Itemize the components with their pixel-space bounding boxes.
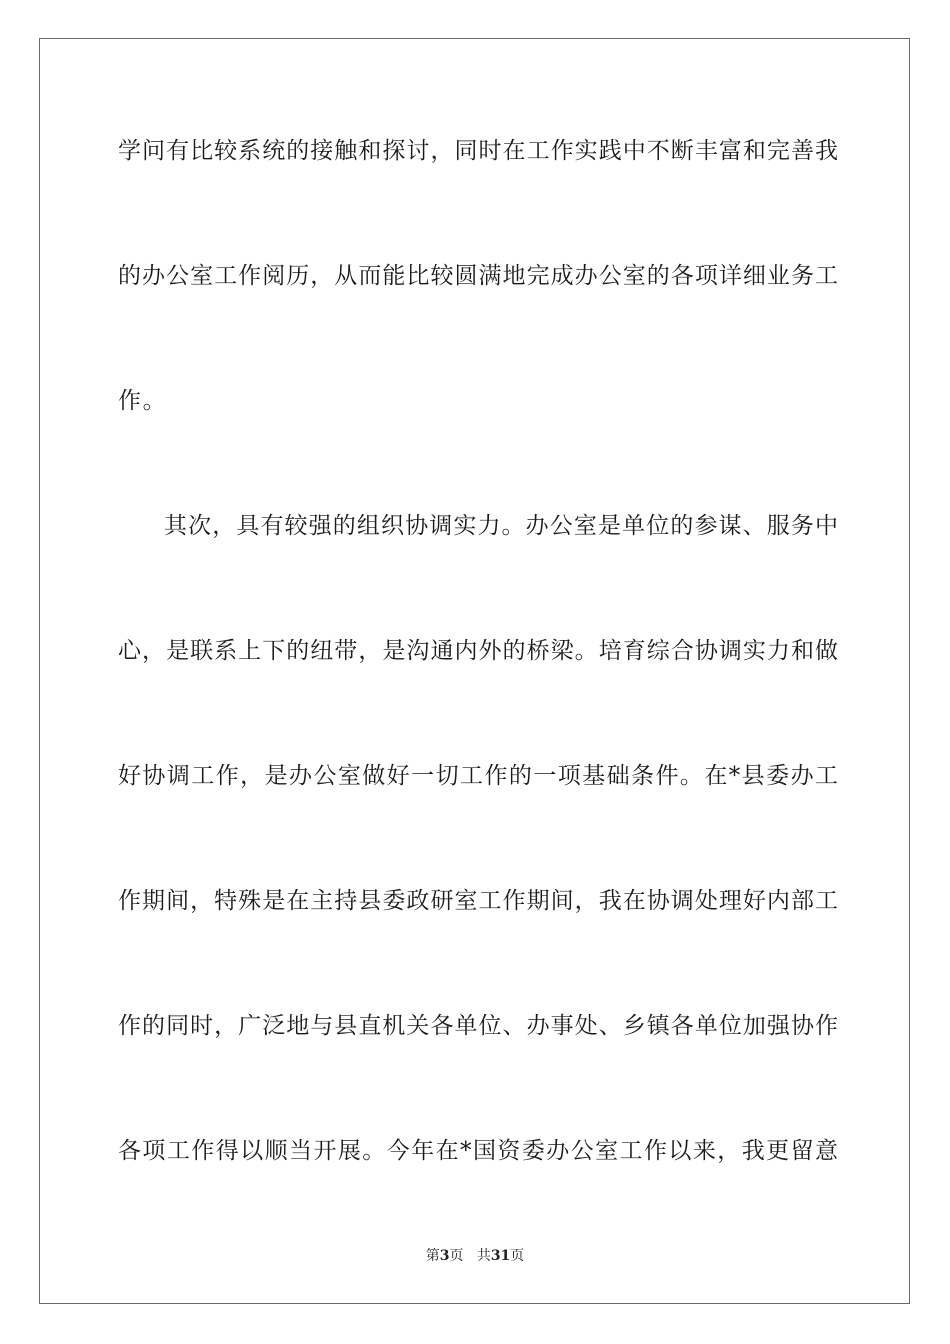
page-footer: [0, 1247, 950, 1265]
total-pages: 31: [490, 1248, 511, 1264]
total-pages-indicator: [477, 1248, 524, 1264]
page-border: [39, 38, 910, 1304]
text-line: 的办公室工作阅历，从而能比较圆满地完成办公室的各项详细业务工: [118, 263, 838, 289]
paragraph-first-line: 其次，具有较强的组织协调实力。办公室是单位的参谋、服务中: [164, 513, 838, 539]
text-line: 学问有比较系统的接触和探讨，同时在工作实践中不断丰富和完善我: [118, 138, 838, 164]
page-indicator: [426, 1248, 464, 1264]
page-suffix: 页: [449, 1248, 464, 1264]
text-line: 作。: [118, 388, 168, 414]
text-line: 各项工作得以顺当开展。今年在*国资委办公室工作以来，我更留意: [118, 1138, 838, 1164]
text-line: 好协调工作，是办公室做好一切工作的一项基础条件。在*县委办工: [118, 763, 838, 789]
text-line: 作的同时，广泛地与县直机关各单位、办事处、乡镇各单位加强协作: [118, 1013, 838, 1039]
total-suffix: 页: [510, 1248, 525, 1264]
text-line: 心，是联系上下的纽带，是沟通内外的桥梁。培育综合协调实力和做: [118, 638, 838, 664]
page-number: 3: [439, 1248, 450, 1264]
text-line: 作期间，特殊是在主持县委政研室工作期间，我在协调处理好内部工: [118, 888, 838, 914]
page-prefix: 第: [425, 1248, 440, 1264]
total-prefix: 共: [476, 1248, 491, 1264]
